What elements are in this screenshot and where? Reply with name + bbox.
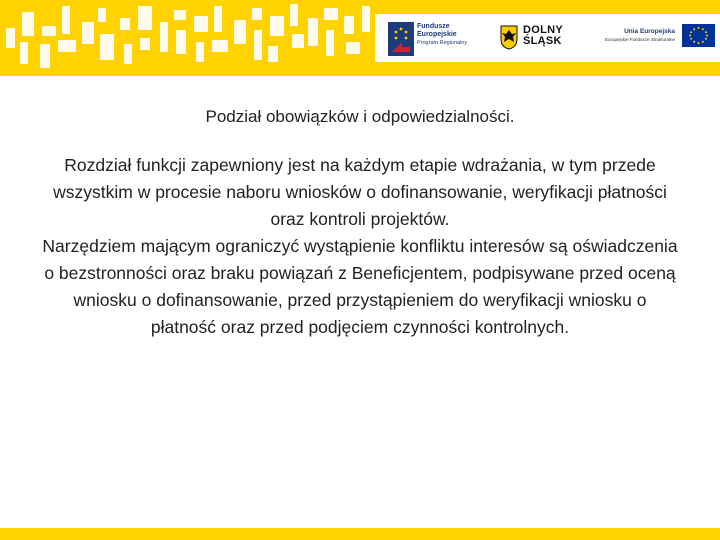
logo-bar	[375, 14, 720, 62]
stars-arrow-icon	[388, 22, 414, 56]
decorative-pattern	[0, 0, 380, 76]
fundusze-name-line2: Europejskie	[417, 31, 457, 38]
dolny-slask-line2: ŚLĄSK	[523, 35, 562, 47]
slide-content	[40, 104, 680, 341]
paragraph-2: Narzędziem mającym ograniczyć wystąpienie konfliktu interesów są oświadczenia o bezstronności oraz braku powiązań z Beneficjentem, podpisywane przed oceną wniosku o dofinansowanie, przed przystąpieniem do weryfikacji wniosku o płatność oraz przed podjęciem czynności kontrolnych.	[42, 236, 678, 337]
header-banner	[0, 0, 720, 76]
ue-name: Unia Europejska	[624, 28, 675, 35]
footer-bar	[0, 528, 720, 540]
unia-europejska-logo	[603, 24, 715, 54]
fundusze-program: Program Regionalny	[417, 40, 468, 46]
eu-flag-icon	[682, 24, 715, 47]
fundusze-name-line1: Fundusze	[417, 23, 450, 30]
slide-title: Podział obowiązków i odpowiedzialności.	[205, 107, 515, 126]
dolny-slask-logo	[499, 22, 579, 56]
ue-fund: Europejskie Fundusze Strukturalne	[604, 37, 675, 42]
eagle-crest-icon	[499, 24, 519, 50]
fundusze-europejskie-logo	[388, 22, 508, 58]
paragraph-1: Rozdział funkcji zapewniony jest na każdym etapie wdrażania, w tym przede wszystkim w procesie naboru wniosków o dofinansowanie, weryfikacji płatności oraz kontroli projektów.	[53, 155, 667, 229]
dolny-slask-line1: DOLNY	[523, 24, 563, 36]
